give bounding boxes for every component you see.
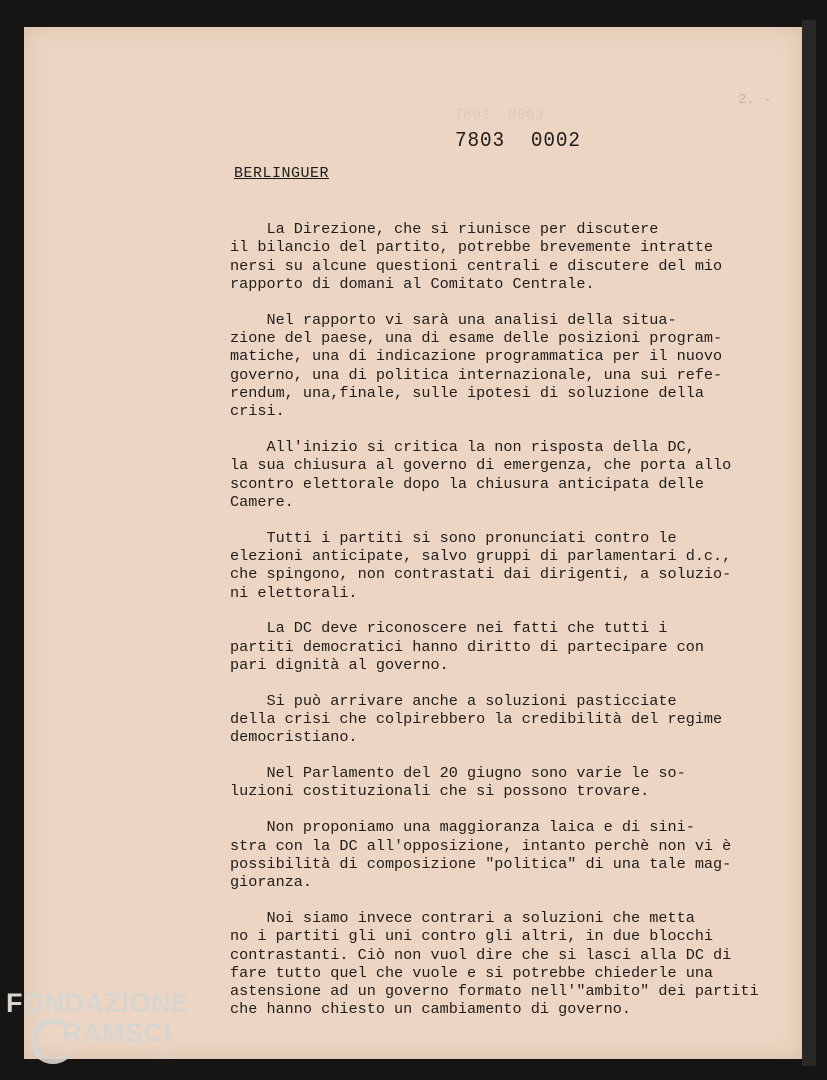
text-line: il bilancio del partito, potrebbe brevemente intratte (230, 238, 714, 257)
text-line: no i partiti gli uni contro gli altri, in due blocchi (230, 927, 714, 946)
text-line: ni elettorali. (230, 583, 358, 602)
document-number (455, 130, 581, 153)
logo-line-1: FONDAZIONE (6, 988, 190, 1018)
text-line: matiche, una di indicazione programmatica per il nuovo (230, 347, 723, 366)
document-number-page: 0002 (530, 130, 581, 153)
text-line: che spingono, non contrastati dai dirigenti, a soluzio- (230, 565, 732, 584)
text-line: Nel Parlamento del 20 giugno sono varie le so- (230, 764, 686, 783)
logo-line-3: onlus (156, 1051, 178, 1061)
paragraph (230, 220, 790, 293)
text-line: stra con la DC all'opposizione, intanto perchè non vi è (230, 836, 732, 855)
text-line: Noi siamo invece contrari a soluzioni che metta (230, 908, 695, 927)
text-line: democristiano. (230, 728, 358, 747)
text-line: Si può arrivare anche a soluzioni pasticciate (230, 691, 677, 710)
text-line: nersi su alcune questioni centrali e discutere del mio (230, 256, 723, 275)
page-marker: 2. - (738, 92, 772, 108)
paragraph (230, 311, 790, 421)
paragraph (230, 529, 790, 602)
document-title: BERLINGUER (234, 165, 330, 182)
text-line: All'inizio si critica la non risposta della DC, (230, 437, 695, 456)
gramsci-g-icon (30, 1018, 76, 1064)
text-line: fare tutto quel che vuole e si potrebbe chiederle una (230, 963, 714, 982)
text-line: scontro elettorale dopo la chiusura anticipata delle (230, 474, 704, 493)
text-line: governo, una di politica internazionale, una sui refe- (230, 365, 723, 384)
logo-line-2: RAMSCI (62, 1018, 172, 1048)
paragraph (230, 619, 790, 674)
text-line: La Direzione, che si riunisce per discutere (230, 220, 659, 238)
text-line: che hanno chiesto un cambiamento di governo. (230, 1000, 632, 1019)
bleed-through-text: 7803 0003 (454, 107, 545, 124)
text-line: astensione ad un governo formato nell'"ambito" dei partiti (230, 982, 759, 1001)
text-line: zione del paese, una di esame delle posizioni program- (230, 328, 723, 347)
text-line: crisi. (230, 402, 285, 421)
text-line: possibilità di composizione "politica" di una tale mag- (230, 854, 732, 873)
text-line: Non proponiamo una maggioranza laica e di sini- (230, 818, 695, 837)
text-line: La DC deve riconoscere nei fatti che tutti i (230, 619, 668, 638)
paragraph (230, 909, 790, 1019)
text-line: Camere. (230, 492, 294, 511)
text-line: pari dignità al governo. (230, 655, 449, 674)
text-line: luzioni costituzionali che si possono trovare. (230, 782, 650, 801)
text-line: gioranza. (230, 873, 313, 892)
paragraph (230, 692, 790, 747)
text-line: la sua chiusura al governo di emergenza, che porta allo (230, 456, 732, 475)
text-line: partiti democratici hanno diritto di partecipare con (230, 637, 704, 656)
text-line: Nel rapporto vi sarà una analisi della situa- (230, 310, 677, 329)
paragraph (230, 438, 790, 511)
document-body (230, 220, 790, 1036)
scanner-edge (802, 20, 816, 1066)
text-line: rendum, una,finale, sulle ipotesi di soluzione della (230, 383, 704, 402)
text-line: Tutti i partiti si sono pronunciati contro le (230, 528, 677, 547)
paragraph (230, 764, 790, 801)
document-number-series: 7803 (455, 130, 506, 153)
text-line: contrastanti. Ciò non vuol dire che si lasci alla DC di (230, 945, 732, 964)
text-line: elezioni anticipate, salvo gruppi di parlamentari d.c., (230, 546, 732, 565)
text-line: rapporto di domani al Comitato Centrale. (230, 274, 595, 293)
text-line: della crisi che colpirebbero la credibilità del regime (230, 710, 723, 729)
paragraph (230, 818, 790, 891)
